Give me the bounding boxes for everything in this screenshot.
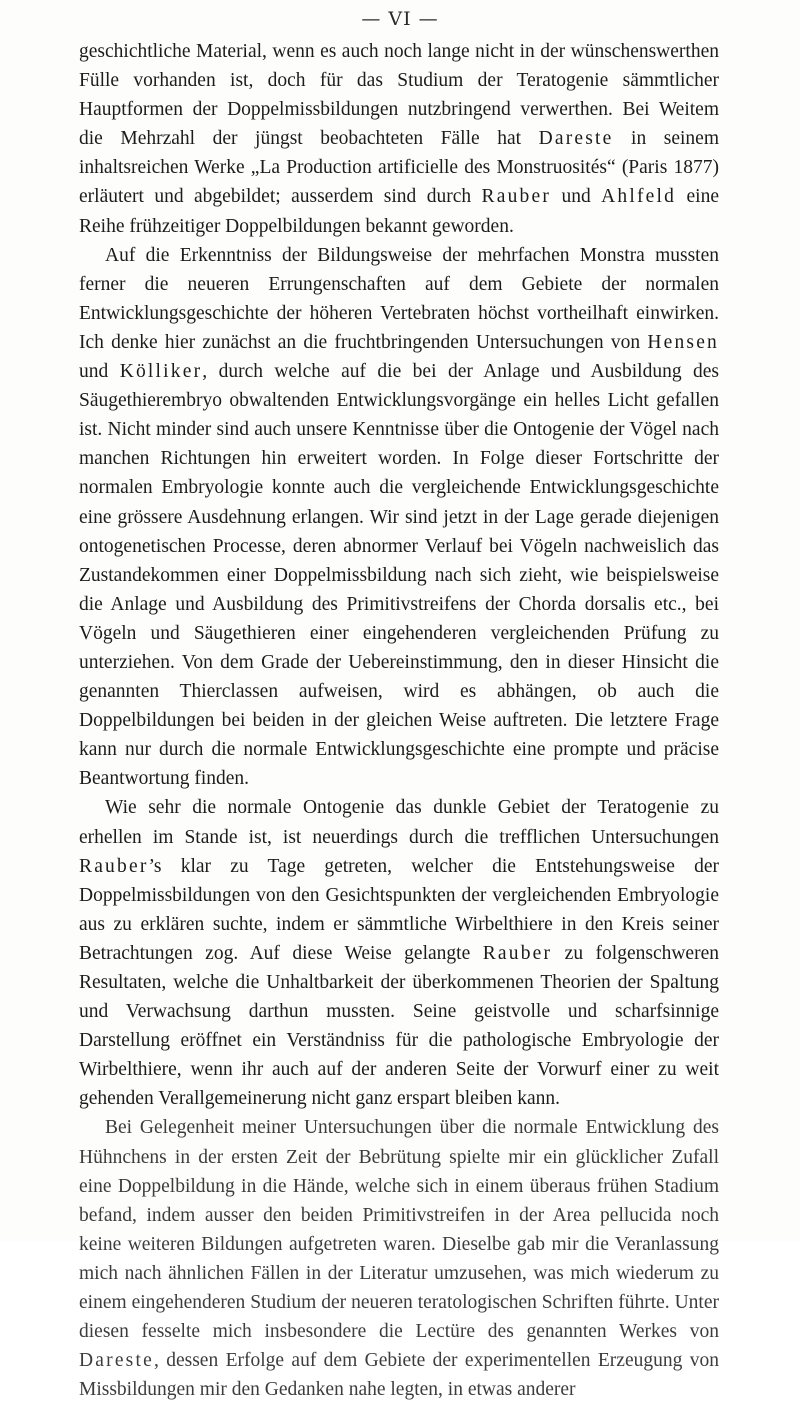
author-name: Kölliker bbox=[119, 361, 203, 383]
paragraph-2 bbox=[79, 241, 719, 794]
paragraph-3 bbox=[79, 793, 719, 1113]
text-run: , dessen Erfolge auf dem Gebiete der experimentellen Erzeugung von Missbildungen mir den Gedanken nahe legten, in etwas anderer bbox=[79, 1350, 719, 1401]
body-text bbox=[79, 37, 719, 1404]
text-run: in seinem inhaltsreichen Werke „La Production artificielle des Monstruosités“ (Paris 1877) erläutert und abgebildet; ausserdem sind durch bbox=[79, 128, 719, 208]
text-run: ’s klar zu Tage getreten, welcher die Entstehungsweise der Doppelmissbildungen von den Gesichtspunkten der vergleichenden Embryologie aus zu erklären suchte, indem er sämmtliche Wirbelthiere in den Kreis seiner Betrachtungen zog. Auf diese Weise gelangte bbox=[79, 855, 719, 964]
author-name: Rauber bbox=[482, 942, 553, 964]
author-name: Dareste bbox=[538, 128, 614, 150]
text-run: Wie sehr die normale Ontogenie das dunkle Gebiet der Teratogenie zu erhellen im Stande ist, ist neuerdings durch die trefflichen Untersuchungen bbox=[79, 797, 719, 848]
paragraph-1 bbox=[79, 37, 719, 241]
text-run: und bbox=[551, 186, 602, 208]
author-name: Hensen bbox=[647, 331, 719, 353]
text-run: Auf die Erkenntniss der Bildungsweise der mehrfachen Monstra mussten ferner die neueren Errungenschaften auf dem Gebiete der normalen Entwicklungsgeschichte der höheren Vertebraten höchst vortheilhaft einwirken. Ich denke hier zunächst an die fruchtbringenden Untersuchungen von bbox=[79, 244, 719, 353]
text-run: , durch welche auf die bei der Anlage und Ausbildung des Säugethierembryo obwaltenden Entwicklungsvorgänge ein helles Licht gefallen ist. Nicht minder sind auch unsere Kenntnisse über die Ontogenie der Vögel nach manchen Richtungen hin erweitert worden. In Folge dieser Fortschritte der normalen Embryologie konnte auch die vergleichende Entwicklungsgeschichte eine grössere Ausdehnung erlangen. Wir sind jetzt in der Lage gerade diejenigen ontogenetischen Processe, deren abnormer Verlauf bei Vögeln nachweislich das Zustandekommen einer Doppelmissbildung nach sich zieht, wie beispielsweise die Anlage und Ausbildung des Primitivstreifens der Chorda dorsalis etc., bei Vögeln und Säugethieren einer eingehenderen vergleichenden Prüfung zu unterziehen. Von dem Grade der Uebereinstimmung, den in dieser Hinsicht die genannten Thierclassen aufweisen, wird es abhängen, ob auch die Doppelbildungen bei beiden in der gleichen Weise auftreten. Die letztere Frage kann nur durch die normale Entwicklungsgeschichte eine prompte und präcise Beantwortung finden. bbox=[79, 361, 719, 790]
author-name: Ahlfeld bbox=[601, 186, 677, 208]
text-run: und bbox=[79, 361, 120, 383]
author-name: Rauber bbox=[79, 855, 149, 877]
text-run: zu folgenschweren Resultaten, welche die Unhaltbarkeit der überkommenen Theorien der Spaltung und Verwachsung darthun mussten. Seine geistvolle und scharfsinnige Darstellung eröffnet ein Verständniss für die pathologische Embryologie der Wirbelthiere, wenn ihr auch auf der anderen Seite der Vorwurf einer zu weit gehenden Verallgemeinerung nicht ganz erspart bleiben kann. bbox=[79, 942, 719, 1110]
author-name: Dareste bbox=[79, 1350, 154, 1372]
author-name: Rauber bbox=[481, 186, 552, 208]
paragraph-4 bbox=[79, 1113, 719, 1404]
page-number: — VI — bbox=[361, 8, 439, 30]
text-run: Bei Gelegenheit meiner Untersuchungen über die normale Entwicklung des Hühnchens in der ersten Zeit der Bebrütung spielte mir ein glücklicher Zufall eine Doppelbildung in die Hände, welche sich in einem überaus frühen Stadium befand, indem ausser den beiden Primitivstreifen in der Area pellucida noch keine weiteren Bildungen aufgetreten waren. Dieselbe gab mir die Veranlassung mich nach ähnlichen Fällen in der Literatur umzusehen, was mich wiederum zu einem eingehenderen Studium der neueren teratologischen Schriften führte. Unter diesen fesselte mich insbesondere die Lectüre des genannten Werkes von bbox=[79, 1117, 719, 1343]
text-run: eine Reihe frühzeitiger Doppelbildungen bekannt geworden. bbox=[79, 186, 719, 237]
text-run: geschichtliche Material, wenn es auch noch lange nicht in der wünschenswerthen Fülle vorhanden ist, doch für das Studium der Teratogenie sämmtlicher Hauptformen der Doppelmissbildungen nutzbringend verwerthen. Bei Weitem die Mehrzahl der jüngst beobachteten Fälle hat bbox=[79, 41, 719, 150]
